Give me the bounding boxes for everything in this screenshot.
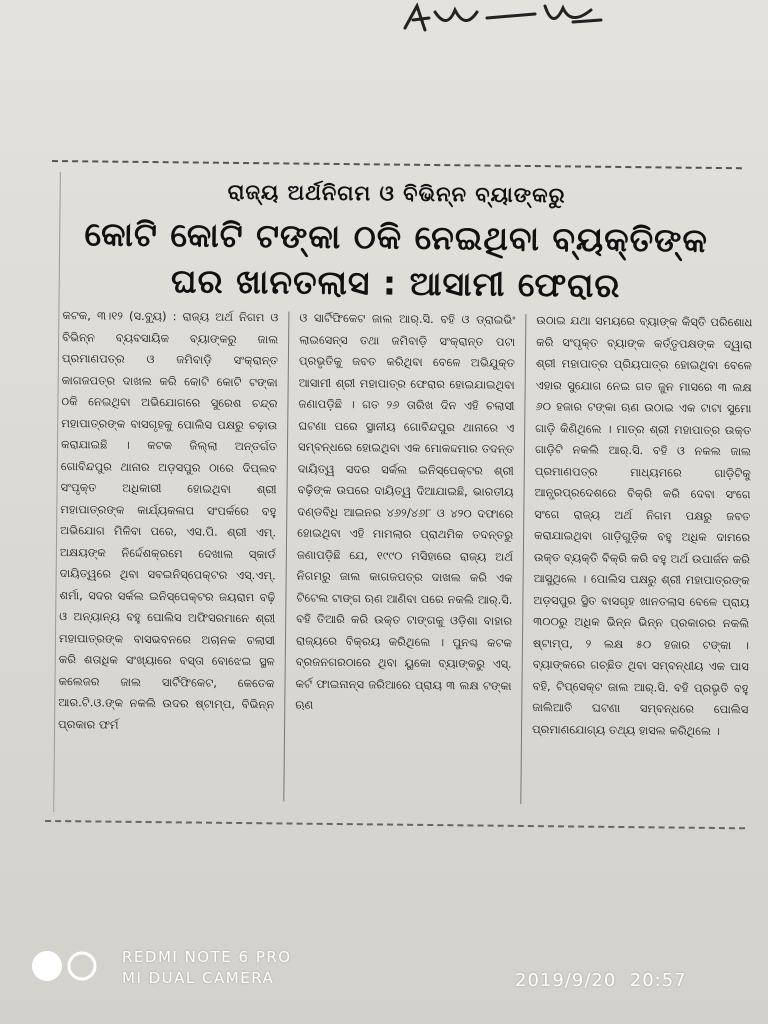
photo-time: 20:57 bbox=[629, 970, 687, 991]
photo-timestamp bbox=[515, 970, 687, 991]
article-column-3 bbox=[531, 310, 752, 812]
article-text-column-1: କଟକ, ୩।୧୨ (ସ.ବ୍ୟୁ) : ରାଜ୍ୟ ଅର୍ଥ ନିଗମ ଓ ବିଭିନ୍ନ ବ୍ୟବସାୟିକ ବ୍ୟାଙ୍କରୁ ଜାଲ ପ୍ରମାଣପତ୍ର ଓ ଜମିବାଡ଼ି ସଂକ୍ରାନ୍ତ କାଗଜପତ୍ର ଦାଖଲ କରି କୋଟି କୋଟି ଟଙ୍କା ଠକି ନେଇଥିବା ଅଭିଯୋଗରେ ସୁରେଶ ଚନ୍ଦ୍ର ମହାପାତ୍ରଙ୍କ ବାସଗୃହକୁ ପୋଲିସ ପକ୍ଷରୁ ଚଢ଼ାଉ କରାଯାଇଛି । କଟକ ଜିଲ୍ଲା ଅନ୍ତର୍ଗତ ଗୋବିନ୍ଦପୁର ଥାନାର ଅଡ଼ସପୁର ଠାରେ ଦିପ୍ଲବ ସଂପୃକ୍ତ ଅଧିକାରୀ ହୋଇଥିବା ଶ୍ରୀ ମହାପାତ୍ରଙ୍କ କାର୍ଯ୍ୟକଳାପ ସଂପର୍କରେ ବହୁ ଅଭିଯୋଗ ମିଳିବା ପରେ, ଏସ.ପି. ଶ୍ରୀ ଏମ୍. ଅକ୍ଷୟଙ୍କ ନିର୍ଦ୍ଦେଶକ୍ରମେ ଦେଖାଲ ସ୍କାର୍ଡ ଦାୟିତ୍ୱରେ ଥିବା ସବଇନିସ୍ପେକ୍ଟର ଏସ୍.ଏମ୍. ଶର୍ମା, ସଦର ସର୍କଲ ଇନିସ୍ପେକ୍ଟର ଜୟରାମ ବଢ଼ି ଓ ଅନ୍ୟାନ୍ୟ ବହୁ ପୋଲିସ ଅଫିସରମାନେ ଶ୍ରୀ ମହାପାତ୍ରଙ୍କ ବାସଭବନରେ ଅଚାନକ ଚଲାସୀ କରି ଶତାଧିକ ସଂଖ୍ୟାରେ ବସ୍ତା ବୋଝେଇ ସ୍ଥଳ କଲେଜର ଜାଲ ସାର୍ଟିଫିକେଟ, କେତେକ ଆର.ଟି.ଓ.ଙ୍କ ନକଲି ଉଦର ଷ୍ଟାମ୍ପ, ବିଭିନ୍ନ ପ୍ରକାର ଫର୍ମ bbox=[58, 308, 279, 732]
headline-main: କୋଟି କୋଟି ଟଙ୍କା ଠକି ନେଇଥିବା ବ୍ୟକ୍ତିଙ୍କ bbox=[84, 214, 709, 260]
article-column-2 bbox=[294, 308, 515, 810]
camera-logo-icon bbox=[30, 949, 102, 983]
handwritten-signature bbox=[395, 0, 605, 40]
article-column-1 bbox=[57, 305, 278, 807]
headline-second: ଘର ଖାନତଲାସ : ଆସାମୀ ଫେରାର bbox=[170, 261, 621, 305]
article-text-column-3: ଉଠାଇ ଯଥା ସମୟରେ ବ୍ୟାଙ୍କ କିସ୍ତି ପରିଶୋଧ କରି ସଂପୃକ୍ତ ବ୍ୟାଙ୍କ କର୍ତ୍ତୃପକ୍ଷଙ୍କ ଦ୍ୱାରା ଶ୍ରୀ ମହାପାତ୍ର ପ୍ରିୟପାତ୍ର ହୋଇଥିବା ବେଳେ ଏହାର ସୁଯୋଗ ନେଇ ଗତ ଜୁନ ମାସରେ ୩ ଲକ୍ଷ ୬୦ ହଜାର ଟଙ୍କା ଋଣ ଉଠାଇ ଏକ ଟାଟା ସୁମୋ ଗାଡ଼ି କିଣିଥିଲେ । ମାତ୍ର ଶ୍ରୀ ମହାପାତ୍ର ଉକ୍ତ ଗାଡ଼ିଟି ନକଲି ଆର୍.ସି. ବହି ଓ ନକଲ ଜାଲ ପ୍ରମାଣପତ୍ର ମାଧ୍ୟମରେ ଗାଡ଼ିଟିକୁ ଆନ୍ଧ୍ରପ୍ରଦେଶରେ ବିକ୍ରି କରି ଦେବା ସଂଗେ ସଂଗେ ରାଜ୍ୟ ଅର୍ଥ ନିଗମ ପକ୍ଷରୁ ଜବତ କରାଯାଇଥିବା ଗାଡ଼ିଗୁଡ଼ିକ ବହୁ ଅଧିକ ଦାମରେ ଉକ୍ତ ବ୍ୟକ୍ତି ବିକ୍ରି କରି ବହୁ ଅର୍ଥ ଉପାର୍ଜନ କରି ଆସୁଥିଲେ । ପୋଲିସ ପକ୍ଷରୁ ଶ୍ରୀ ମହାପାତ୍ରଙ୍କ ଅଡ଼ସପୁର ସ୍ଥିତ ବାସଗୃହ ଖାନତଲାସ ବେଳେ ପ୍ରାୟ ୩୦୦ରୁ ଅଧିକ ଭିନ୍ନ ଭିନ୍ନ ପ୍ରକାରର ନକଲି ଷ୍ଟାମ୍ପ, ୨ ଲକ୍ଷ ୫୦ ହଜାର ଟଙ୍କା । ବ୍ୟାଙ୍କରେ ଗଚ୍ଛିତ ଥିବା ସମ୍ବନ୍ଧୀୟ ଏକ ପାସ ବହି, ଟିପ୍ସେକ୍ଟ ଜାଲ ଆର୍.ସି. ବହି ପ୍ରଭୃତି ବହୁ ଜାଲିଆତି ଘଟଣା ସମ୍ବନ୍ଧରେ ପୋଲିସ ପ୍ରମାଣଯୋଗ୍ୟ ତଥ୍ୟ ହାସଲ କରିଥିଲେ । bbox=[531, 313, 753, 738]
newspaper-article bbox=[45, 160, 752, 807]
device-model-label: REDMI NOTE 6 PRO bbox=[122, 948, 292, 966]
cut-line-bottom bbox=[45, 820, 745, 829]
cut-line-top bbox=[52, 160, 742, 169]
article-text-column-2: ଓ ସାର୍ଟିଫିକେଟ ଜାଲ ଆର୍.ସି. ବହି ଓ ଡ୍ରାଇଭିଂ ଲାଇସେନ୍ସ ତଥା ଜମିବାଡ଼ି ସଂକ୍ରାନ୍ତ ପଟା ପ୍ରଭୃତିକୁ ଜବତ କରିଥିବା ବେଳେ ଅଭିଯୁକ୍ତ ଆସାମୀ ଶ୍ରୀ ମହାପାତ୍ର ଫେରାର ହୋଇଯାଇଥିବା ଜଣାପଡ଼ିଛି । ଗତ ୨୬ ତାରିଖ ଦିନ ଏହି ଚଲାସୀ ଘଟଣା ପରେ ସ୍ଥାନୀୟ ଗୋବିନ୍ଦପୁର ଥାନାରେ ଏ ସମ୍ବନ୍ଧରେ ହୋଇଥିବା ଏକ ମୋକଦ୍ଦମାର ତଦନ୍ତ ଦାୟିତ୍ୱ ସଦର ସର୍କଲ ଇନିସ୍ପେକ୍ଟର ଶ୍ରୀ ବଢ଼ିଙ୍କ ଉପରେ ଦାୟିତ୍ୱ ଦିଆଯାଇଛି, ଭାରତୀୟ ଦଣ୍ଡବିଧି ଆଇନର ୪୬୨/୪୬୮ ଓ ୪୨୦ ଦଫାରେ ହୋଇଥିବା ଏହି ମାମଲାର ପ୍ରାଥମିକ ତଦନ୍ତରୁ ଜଣାପଡ଼ିଛି ଯେ, ୧୯୯୦ ମସିହାରେ ରାଜ୍ୟ ଅର୍ଥ ନିଗମରୁ ଜାଲ କାଗଜପତ୍ର ଦାଖଲ କରି ଏକ ଟିଟେଲ ଟାଙ୍ଗ ଋଣ ଆଣିବା ପରେ ନକଲି ଆର୍.ସି. ବହି ତିଆରି କରି ଉକ୍ତ ଟାଙ୍ଗକୁ ଓଡ଼ିଶା ବାହାର ରାଜ୍ୟରେ ବିକ୍ରୟ କରିଥିଲେ । ପୁନଶ୍ଚ କଟକ ବ୍ରଜନଗରଠାରେ ଥିବା ୟୁକୋ ବ୍ୟାଙ୍କରୁ ଏସ୍. କର୍ଟ ଫାଇନାନ୍ସ ଜରିଆରେ ପ୍ରାୟ ୩ ଲକ୍ଷ ଟଙ୍କା ଋଣ bbox=[295, 310, 516, 712]
camera-label: MI DUAL CAMERA bbox=[122, 969, 275, 987]
column-divider bbox=[520, 314, 526, 804]
headline-small: ରାଜ୍ୟ ଅର୍ଥନିଗମ ଓ ବିଭିନ୍ନ ବ୍ୟାଙ୍କରୁ bbox=[227, 179, 566, 208]
article-columns bbox=[57, 305, 752, 812]
column-divider bbox=[283, 311, 289, 801]
photo-date: 2019/9/20 bbox=[515, 970, 617, 991]
